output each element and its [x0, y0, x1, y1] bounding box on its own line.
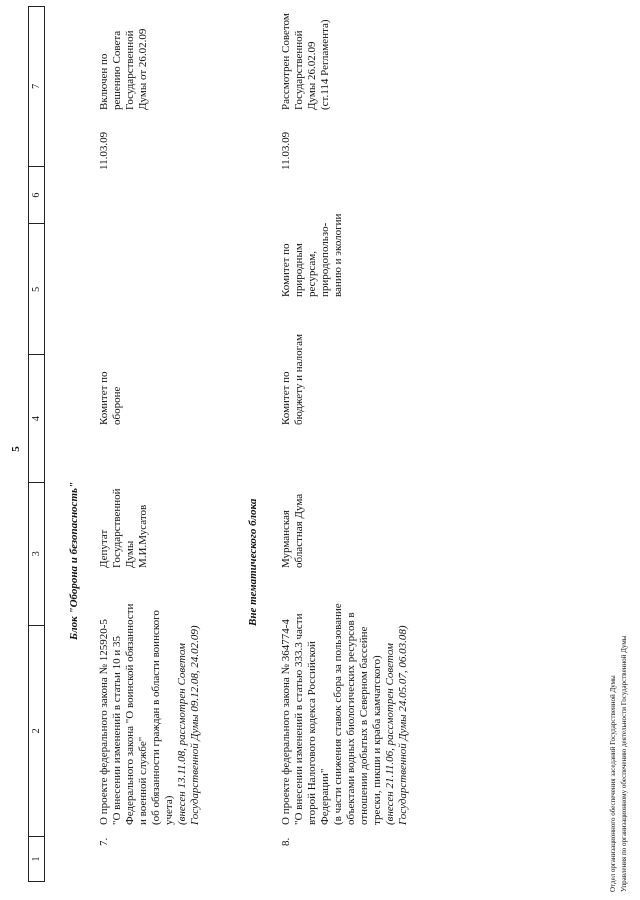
- bill-title-line: второй Налогового кодекса Российской: [306, 641, 318, 825]
- status-line: Государственной: [124, 30, 136, 110]
- bill-title-line: О проекте федерального закона № 125920-5: [98, 619, 110, 825]
- bill-author: [280, 433, 306, 568]
- bill-note-line: (внесен 21.11.06, рассмотрен Советом: [384, 643, 396, 825]
- author-line: Мурманская: [280, 510, 292, 568]
- co-committee-line: ванию и экологии: [332, 213, 344, 297]
- status-line: Включен по: [98, 53, 110, 110]
- bill-note-line: (внесен 13.11.08, рассмотрен Советом: [176, 643, 188, 825]
- consideration-date: 11.03.09: [98, 131, 110, 170]
- bill-title-line: "О внесении изменений в статью 333.3 части: [293, 613, 305, 825]
- co-committee-line: природопользо-: [319, 222, 331, 297]
- committee-line: Комитет по: [280, 371, 292, 425]
- bill-title-line: учета): [163, 795, 175, 825]
- footer-department: Отдел организационного обеспечения заседаний Государственной Думы: [609, 675, 617, 892]
- author-line: М.И.Мусатов: [137, 504, 149, 568]
- table-header-row: [28, 6, 45, 882]
- author-line: Думы: [124, 540, 136, 568]
- bill-note-line: Государственной Думы 09.12.08, 24.02.09): [189, 625, 201, 825]
- bill-title-line: "О внесении изменений в статьи 10 и 35: [111, 635, 123, 825]
- author-line: Депутат: [98, 529, 110, 568]
- status-line: Государственной: [293, 30, 305, 110]
- co-executor-committee: [280, 172, 345, 297]
- status-line: Думы от 26.02.09: [137, 28, 149, 110]
- column-header-4: 4: [29, 354, 44, 482]
- bill-title-line: объектами водных биологических ресурсов в: [345, 612, 357, 825]
- bill-description: [98, 580, 202, 825]
- column-header-7: 7: [31, 83, 42, 89]
- status-line: решению Совета: [111, 30, 123, 110]
- block-heading-defense: Блок "Оборона и безопасность": [68, 481, 80, 640]
- author-line: Государственной: [111, 488, 123, 568]
- bill-title-line: и военной службе": [137, 736, 149, 825]
- committee-line: бюджету и налогам: [293, 334, 305, 425]
- bill-description: [280, 580, 410, 825]
- bill-note-line: Государственной Думы 24.05.07, 06.03.08): [397, 625, 409, 825]
- status-line: Рассмотрен Советом: [280, 13, 292, 110]
- column-header-2: 2: [29, 625, 44, 837]
- bill-author: [98, 433, 150, 568]
- column-header-1: 1: [29, 836, 44, 881]
- status-line: Думы 26.02.09: [306, 41, 318, 110]
- bill-status: [280, 0, 332, 110]
- column-header-3: 3: [29, 482, 44, 625]
- bill-title-line: Федерального закона "О воинской обязанности: [124, 603, 136, 825]
- status-line: (ст.114 Регламента): [319, 19, 331, 110]
- bill-title-line: (об обязанности граждан в области воинского: [150, 610, 162, 825]
- author-line: областная Дума: [293, 493, 305, 568]
- bill-title-line: (в части снижения ставок сбора за пользование: [332, 603, 344, 825]
- co-committee-line: природным: [293, 243, 305, 297]
- column-header-6: 6: [29, 166, 44, 224]
- consideration-date: 11.03.09: [280, 131, 292, 170]
- page-number: 5: [10, 446, 22, 452]
- bill-status: [98, 0, 150, 110]
- responsible-committee: [280, 300, 306, 425]
- co-committee-line: Комитет по: [280, 243, 292, 297]
- bill-title-line: трески, пикши и краба камчатского): [371, 655, 383, 825]
- column-header-5: 5: [29, 224, 44, 355]
- responsible-committee: [98, 305, 124, 425]
- bill-title-line: Федерации": [319, 768, 331, 825]
- committee-line: обороне: [111, 386, 123, 425]
- co-committee-line: ресурсам,: [306, 250, 318, 297]
- committee-line: Комитет по: [98, 371, 110, 425]
- bill-title-line: отношении добытых в Северном бассейне: [358, 626, 370, 825]
- footer-directorate: Управления по организационному обеспечению деятельности Государственной Думы: [620, 635, 628, 892]
- bill-title-line: О проекте федерального закона № 364774-4: [280, 619, 292, 825]
- row-number: 7.: [98, 837, 110, 846]
- block-heading-outside: Вне тематического блока: [247, 498, 259, 626]
- row-number: 8.: [280, 837, 292, 846]
